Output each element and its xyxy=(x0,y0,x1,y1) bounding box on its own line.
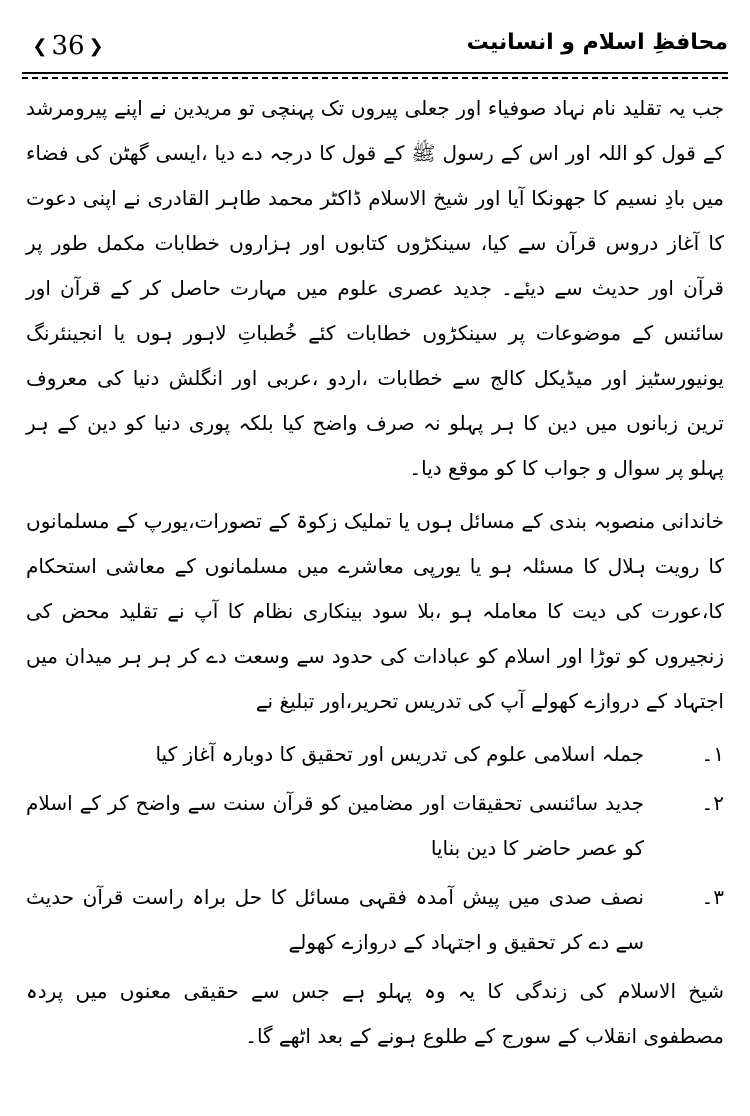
page-number: 36 xyxy=(51,31,85,61)
page-number-badge xyxy=(22,28,114,64)
book-title: محافظِ اسلام و انسانیت xyxy=(466,30,728,55)
ornament-left-icon: ❮ xyxy=(32,35,48,57)
list-item-text: نصف صدی میں پیش آمدہ فقہی مسائل کا حل براہ راست قرآن حدیث سے دے کر تحقیق و اجتہاد کے دروازے کھولے xyxy=(26,885,644,954)
list-item-number: ۲۔ xyxy=(701,791,724,815)
header-rule-dashed xyxy=(22,77,728,79)
numbered-list xyxy=(26,732,724,965)
closing-paragraph: شیخ الاسلام کی زندگی کا یہ وہ پہلو ہے جس سے حقیقی معنوں میں پردہ مصطفوی انقلاب کے سورج کے طلوع ہونے کے بعد اٹھے گا۔ xyxy=(26,979,724,1048)
body-text xyxy=(26,86,724,1067)
list-item xyxy=(26,875,724,965)
list-item-number: ۱۔ xyxy=(701,742,724,766)
paragraph-1: جب یہ تقلید نام نہاد صوفیاء اور جعلی پیروں تک پہنچی تو مریدین نے اپنے پیرومرشد کے قول کو اللہ اور اس کے رسول ﷺ کے قول کا درجہ دے دیا ،ایسی گھٹن کی فضاء میں بادِ نسیم کا جھونکا آیا اور شیخ الاسلام ڈاکٹر محمد طاہر القادری نے اپنی دعوت کا آغاز دروس قرآن سے کیا، سینکڑوں کتابوں اور ہزاروں خطابات مکمل طور پر قرآن اور حدیث سے دیئے۔ جدید عصری علوم میں مہارت حاصل کر کے قرآن اور سائنس کے موضوعات پر سینکڑوں خطابات کئے خُطباتِ لاہور ہوں یا انجینئرنگ یونیورسٹیز اور میڈیکل کالج سے خطابات ،اردو ،عربی اور انگلش دنیا کی معروف ترین زبانوں میں دین کا ہر پہلو نہ صرف واضح کیا بلکہ پوری دنیا کو دین کے ہر پہلو پر سوال و جواب کا کو موقع دیا۔ xyxy=(26,96,724,480)
list-item-number: ۳۔ xyxy=(701,885,724,909)
page-header xyxy=(22,22,728,72)
list-item-text: جملہ اسلامی علوم کی تدریس اور تحقیق کا دوبارہ آغاز کیا xyxy=(155,742,644,766)
header-rule xyxy=(22,72,728,74)
paragraph-2: خاندانی منصوبہ بندی کے مسائل ہوں یا تملیک زکوۃ کے تصورات،یورپ کے مسلمانوں کا رویت ہلال کا مسئلہ ہو یا یورپی معاشرے میں مسلمانوں کے معاشی استحکام کا،عورت کی دیت کا معاملہ ہو ،بلا سود بینکاری نظام کا آپ نے تقلید محض کی زنجیروں کو توڑا اور اسلام کو عبادات کی حدود سے وسعت دے کر ہر ہر میدان میں اجتہاد کے دروازے کھولے آپ کی تدریس تحریر،اور تبلیغ نے xyxy=(26,509,724,713)
list-item xyxy=(26,781,724,871)
list-item-text: جدید سائنسی تحقیقات اور مضامین کو قرآن سنت سے واضح کر کے اسلام کو عصر حاضر کا دین بنایا xyxy=(26,791,644,860)
ornament-right-icon: ❯ xyxy=(88,35,104,57)
list-item xyxy=(26,732,724,777)
